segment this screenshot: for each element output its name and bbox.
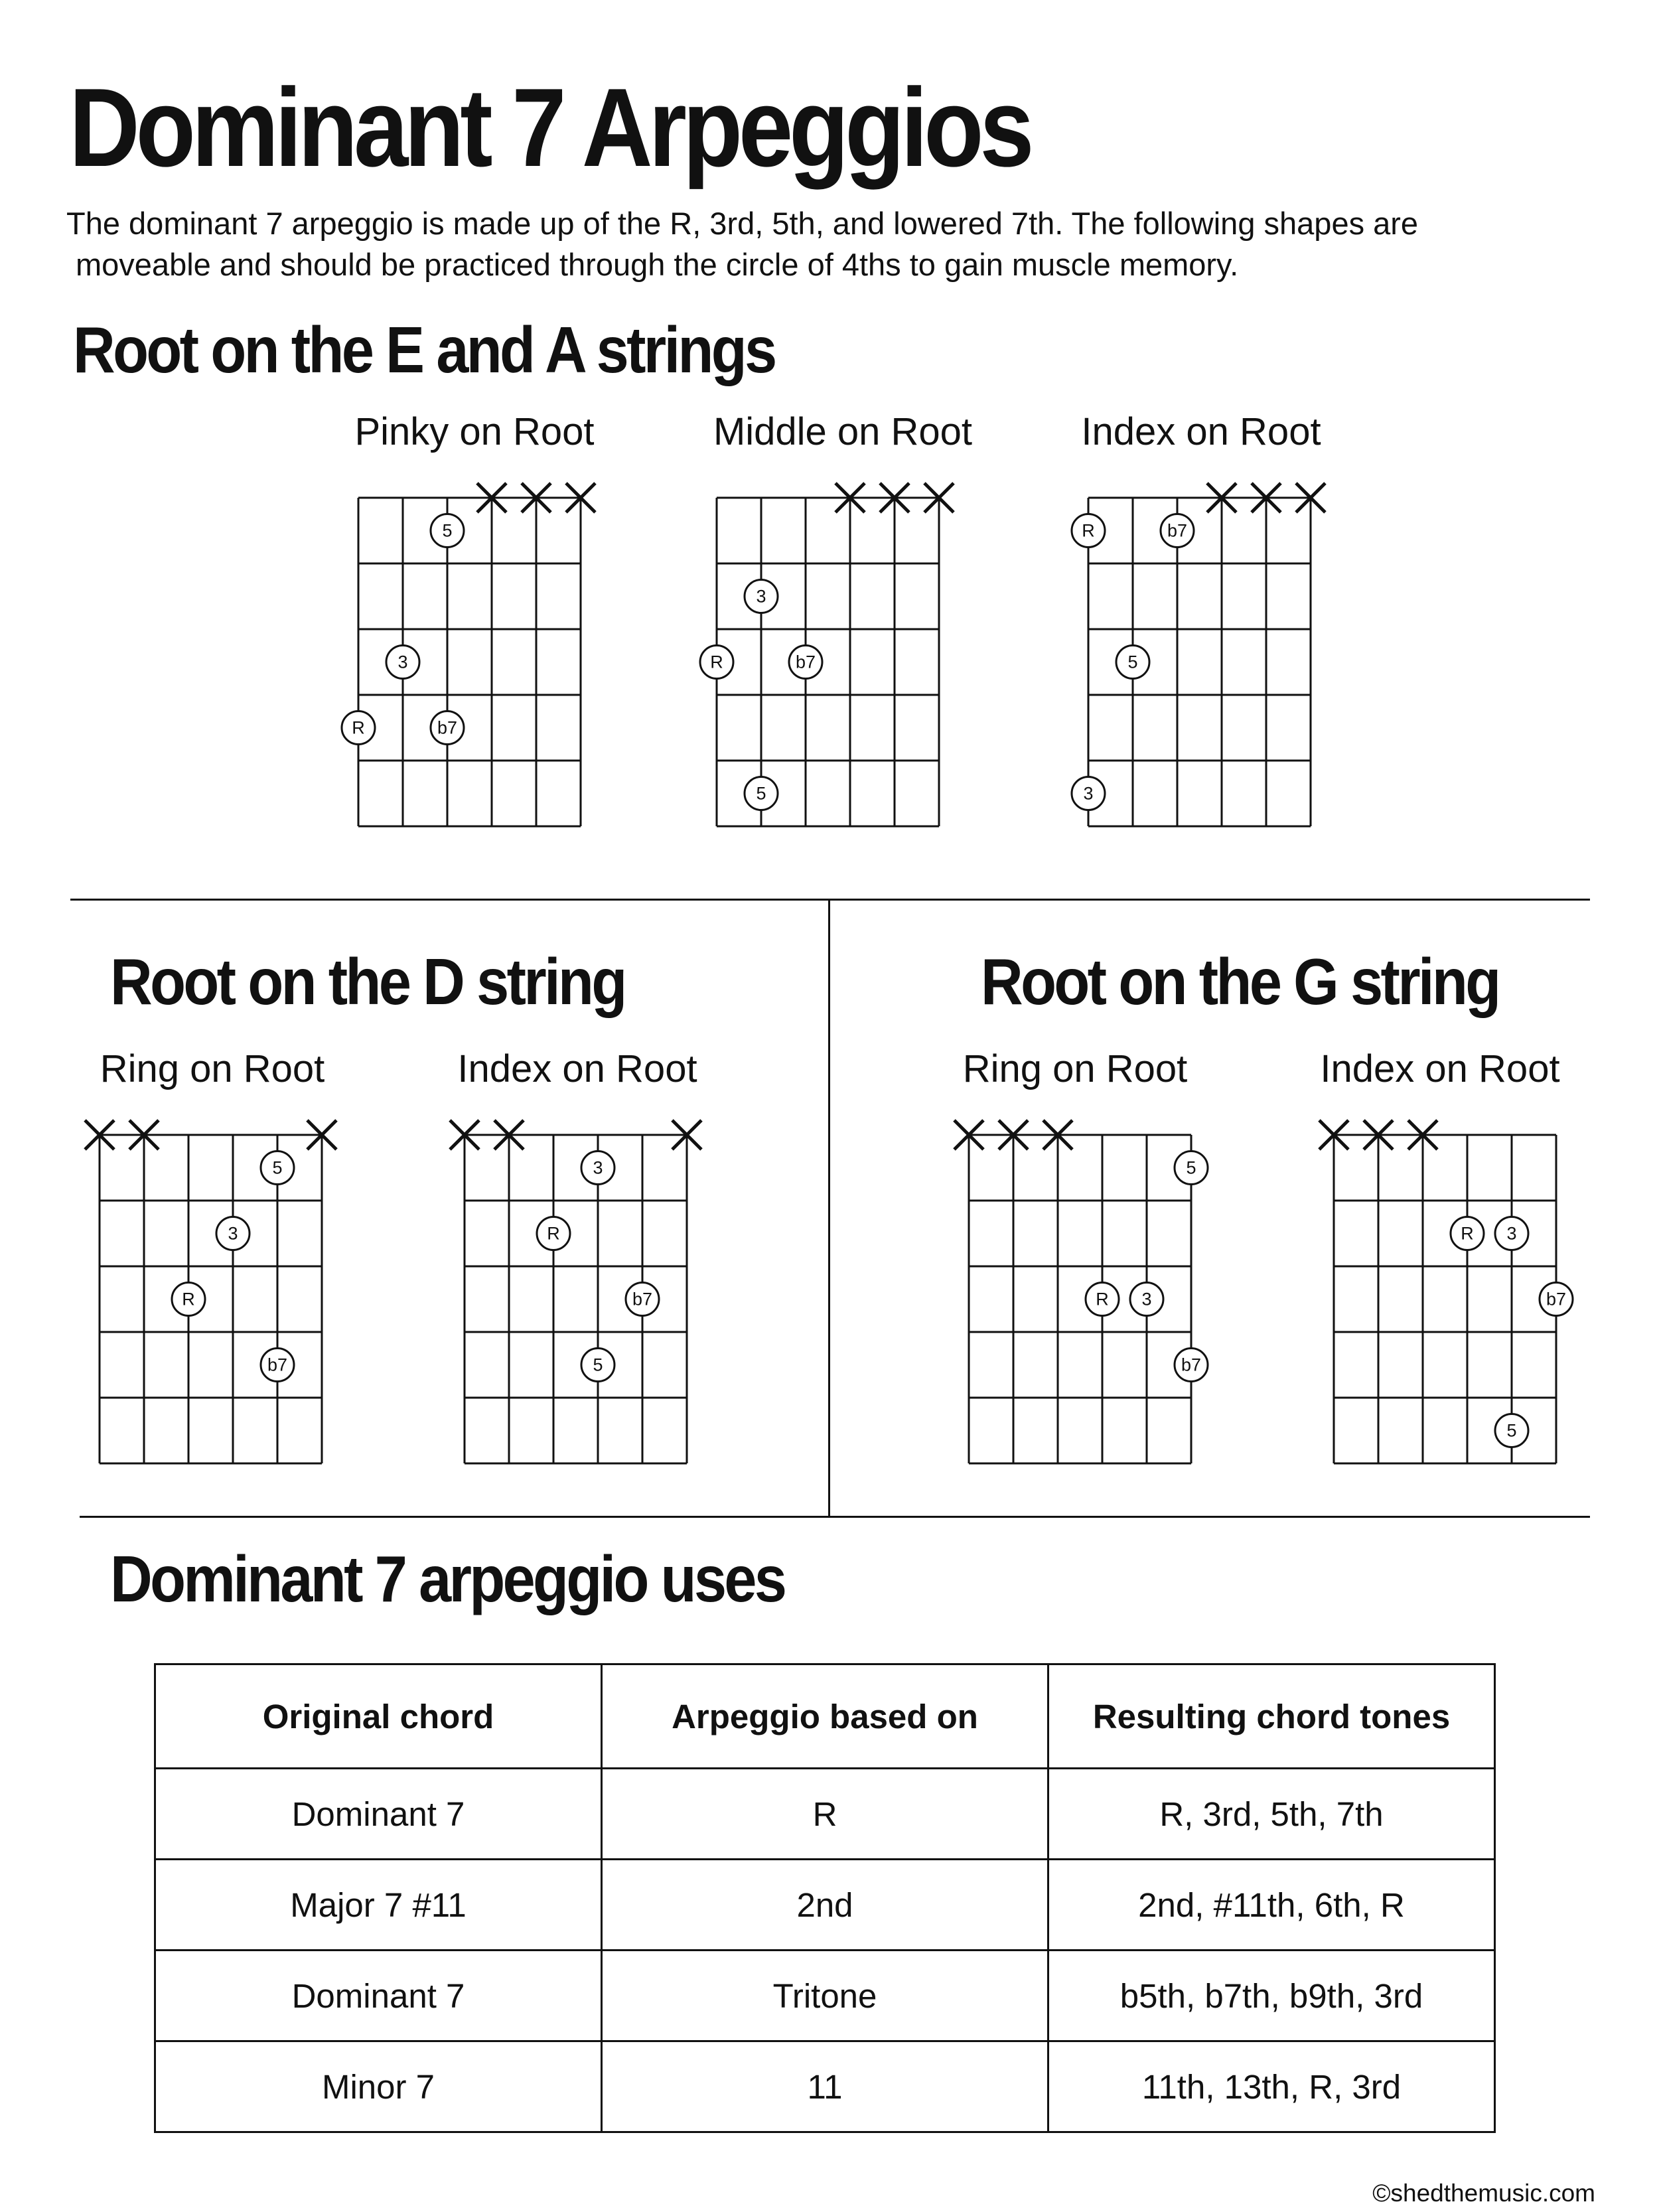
table-cell: 11th, 13th, R, 3rd (1048, 2041, 1495, 2132)
table-cell: 2nd (602, 1860, 1048, 1951)
table-cell: 2nd, #11th, 6th, R (1048, 1860, 1495, 1951)
finger-dot (261, 1151, 294, 1185)
finger-dot-label: b7 (1546, 1289, 1567, 1309)
finger-dot (700, 646, 733, 679)
intro-line-1: The dominant 7 arpeggio is made up of the R, 3rd, 5th, and lowered 7th. The following shapes are (66, 206, 1419, 241)
finger-dot (581, 1349, 614, 1382)
finger-dot (789, 646, 822, 679)
table-cell: Major 7 #11 (155, 1860, 602, 1951)
finger-dot-label: 5 (1186, 1157, 1196, 1178)
diagram-label: Index on Root (1320, 1047, 1560, 1090)
finger-dot (745, 777, 778, 810)
intro-text (66, 203, 1593, 285)
finger-dot (626, 1283, 659, 1316)
finger-dot-label: b7 (1181, 1355, 1202, 1375)
fretboard-grid (1334, 1135, 1556, 1463)
page-title: Dominant 7 Arpeggios (69, 65, 1031, 190)
table-cell: R (602, 1769, 1048, 1860)
table-cell: 11 (602, 2041, 1048, 2132)
finger-dot (1086, 1283, 1119, 1316)
fretboard-grid (100, 1135, 322, 1463)
column-header: Resulting chord tones (1048, 1664, 1495, 1769)
table-cell: Tritone (602, 1951, 1048, 2041)
finger-dot-label: R (547, 1223, 560, 1244)
diagram-label: Index on Root (1081, 410, 1321, 453)
finger-dot-label: 3 (397, 652, 408, 672)
fretboard-grid (717, 498, 939, 826)
table-row (155, 1951, 1495, 2041)
finger-dot (1175, 1151, 1208, 1185)
intro-line-2: moveable and should be practiced through the circle of 4ths to gain muscle memory. (76, 247, 1239, 282)
finger-dot-label: R (352, 717, 365, 738)
table-cell: Dominant 7 (155, 1951, 602, 2041)
finger-dot-label: 5 (593, 1355, 603, 1375)
table-cell: b5th, b7th, b9th, 3rd (1048, 1951, 1495, 2041)
finger-dot (431, 711, 464, 745)
table-header-row (155, 1664, 1495, 1769)
table-cell: Dominant 7 (155, 1769, 602, 1860)
finger-dot-label: R (182, 1289, 195, 1309)
finger-dot (431, 514, 464, 548)
section-heading-e-a: Root on the E and A strings (73, 313, 775, 386)
finger-dot-label: 3 (593, 1157, 603, 1178)
finger-dot (1130, 1283, 1163, 1316)
finger-dot-label: R (710, 652, 723, 672)
fretboard-diagram (942, 1102, 1221, 1473)
uses-heading: Dominant 7 arpeggio uses (110, 1542, 785, 1615)
finger-dot-label: 3 (1141, 1289, 1152, 1309)
finger-dot (172, 1283, 205, 1316)
finger-dot-label: b7 (267, 1355, 288, 1375)
finger-dot-label: 5 (272, 1157, 283, 1178)
finger-dot-label: R (1096, 1289, 1109, 1309)
finger-dot-label: b7 (632, 1289, 653, 1309)
table-row (155, 1860, 1495, 1951)
finger-dot-label: b7 (1167, 520, 1188, 541)
fretboard-diagram (690, 465, 969, 836)
finger-dot (537, 1217, 570, 1250)
finger-dot (386, 646, 419, 679)
diagram-label: Ring on Root (100, 1047, 325, 1090)
fretboard-diagram (332, 465, 611, 836)
column-header: Original chord (155, 1664, 602, 1769)
finger-dot-label: b7 (795, 652, 816, 672)
finger-dot (1161, 514, 1194, 548)
finger-dot (1540, 1283, 1573, 1316)
finger-dot (1495, 1217, 1528, 1250)
finger-dot-label: 5 (1506, 1420, 1517, 1441)
finger-dot-label: 3 (1083, 783, 1094, 804)
finger-dot-label: 3 (756, 586, 766, 607)
finger-dot (1175, 1349, 1208, 1382)
fretboard-diagram (73, 1102, 352, 1473)
diagram-label: Middle on Root (713, 410, 973, 453)
diagram-label: Ring on Root (962, 1047, 1188, 1090)
finger-dot (1072, 777, 1105, 810)
finger-dot (1495, 1414, 1528, 1447)
table-row (155, 2041, 1495, 2132)
uses-table (154, 1663, 1496, 2133)
section-heading-d: Root on the D string (110, 945, 625, 1018)
fretboard-diagram (1062, 465, 1340, 836)
fretboard-diagram (438, 1102, 717, 1473)
finger-dot (1451, 1217, 1484, 1250)
diagram-label: Pinky on Root (354, 410, 595, 453)
finger-dot-label: 5 (756, 783, 766, 804)
column-header: Arpeggio based on (602, 1664, 1048, 1769)
finger-dot-label: b7 (437, 717, 458, 738)
finger-dot (581, 1151, 614, 1185)
diagram-label: Index on Root (457, 1047, 697, 1090)
finger-dot (261, 1349, 294, 1382)
finger-dot-label: R (1082, 520, 1095, 541)
finger-dot-label: R (1461, 1223, 1474, 1244)
finger-dot (1072, 514, 1105, 548)
table-row (155, 1769, 1495, 1860)
divider-horizontal-top (70, 899, 1590, 901)
table-cell: R, 3rd, 5th, 7th (1048, 1769, 1495, 1860)
section-heading-g: Root on the G string (981, 945, 1499, 1018)
finger-dot-label: 5 (1127, 652, 1138, 672)
finger-dot (342, 711, 375, 745)
fretboard-diagram (1307, 1102, 1586, 1473)
divider-vertical (828, 899, 830, 1516)
table-cell: Minor 7 (155, 2041, 602, 2132)
finger-dot-label: 5 (442, 520, 453, 541)
finger-dot (216, 1217, 250, 1250)
finger-dot-label: 3 (1506, 1223, 1517, 1244)
finger-dot-label: 3 (228, 1223, 238, 1244)
finger-dot (1116, 646, 1149, 679)
finger-dot (745, 580, 778, 613)
copyright-credit: ©shedthemusic.com (1372, 2179, 1595, 2207)
divider-horizontal-bottom (80, 1516, 1590, 1518)
